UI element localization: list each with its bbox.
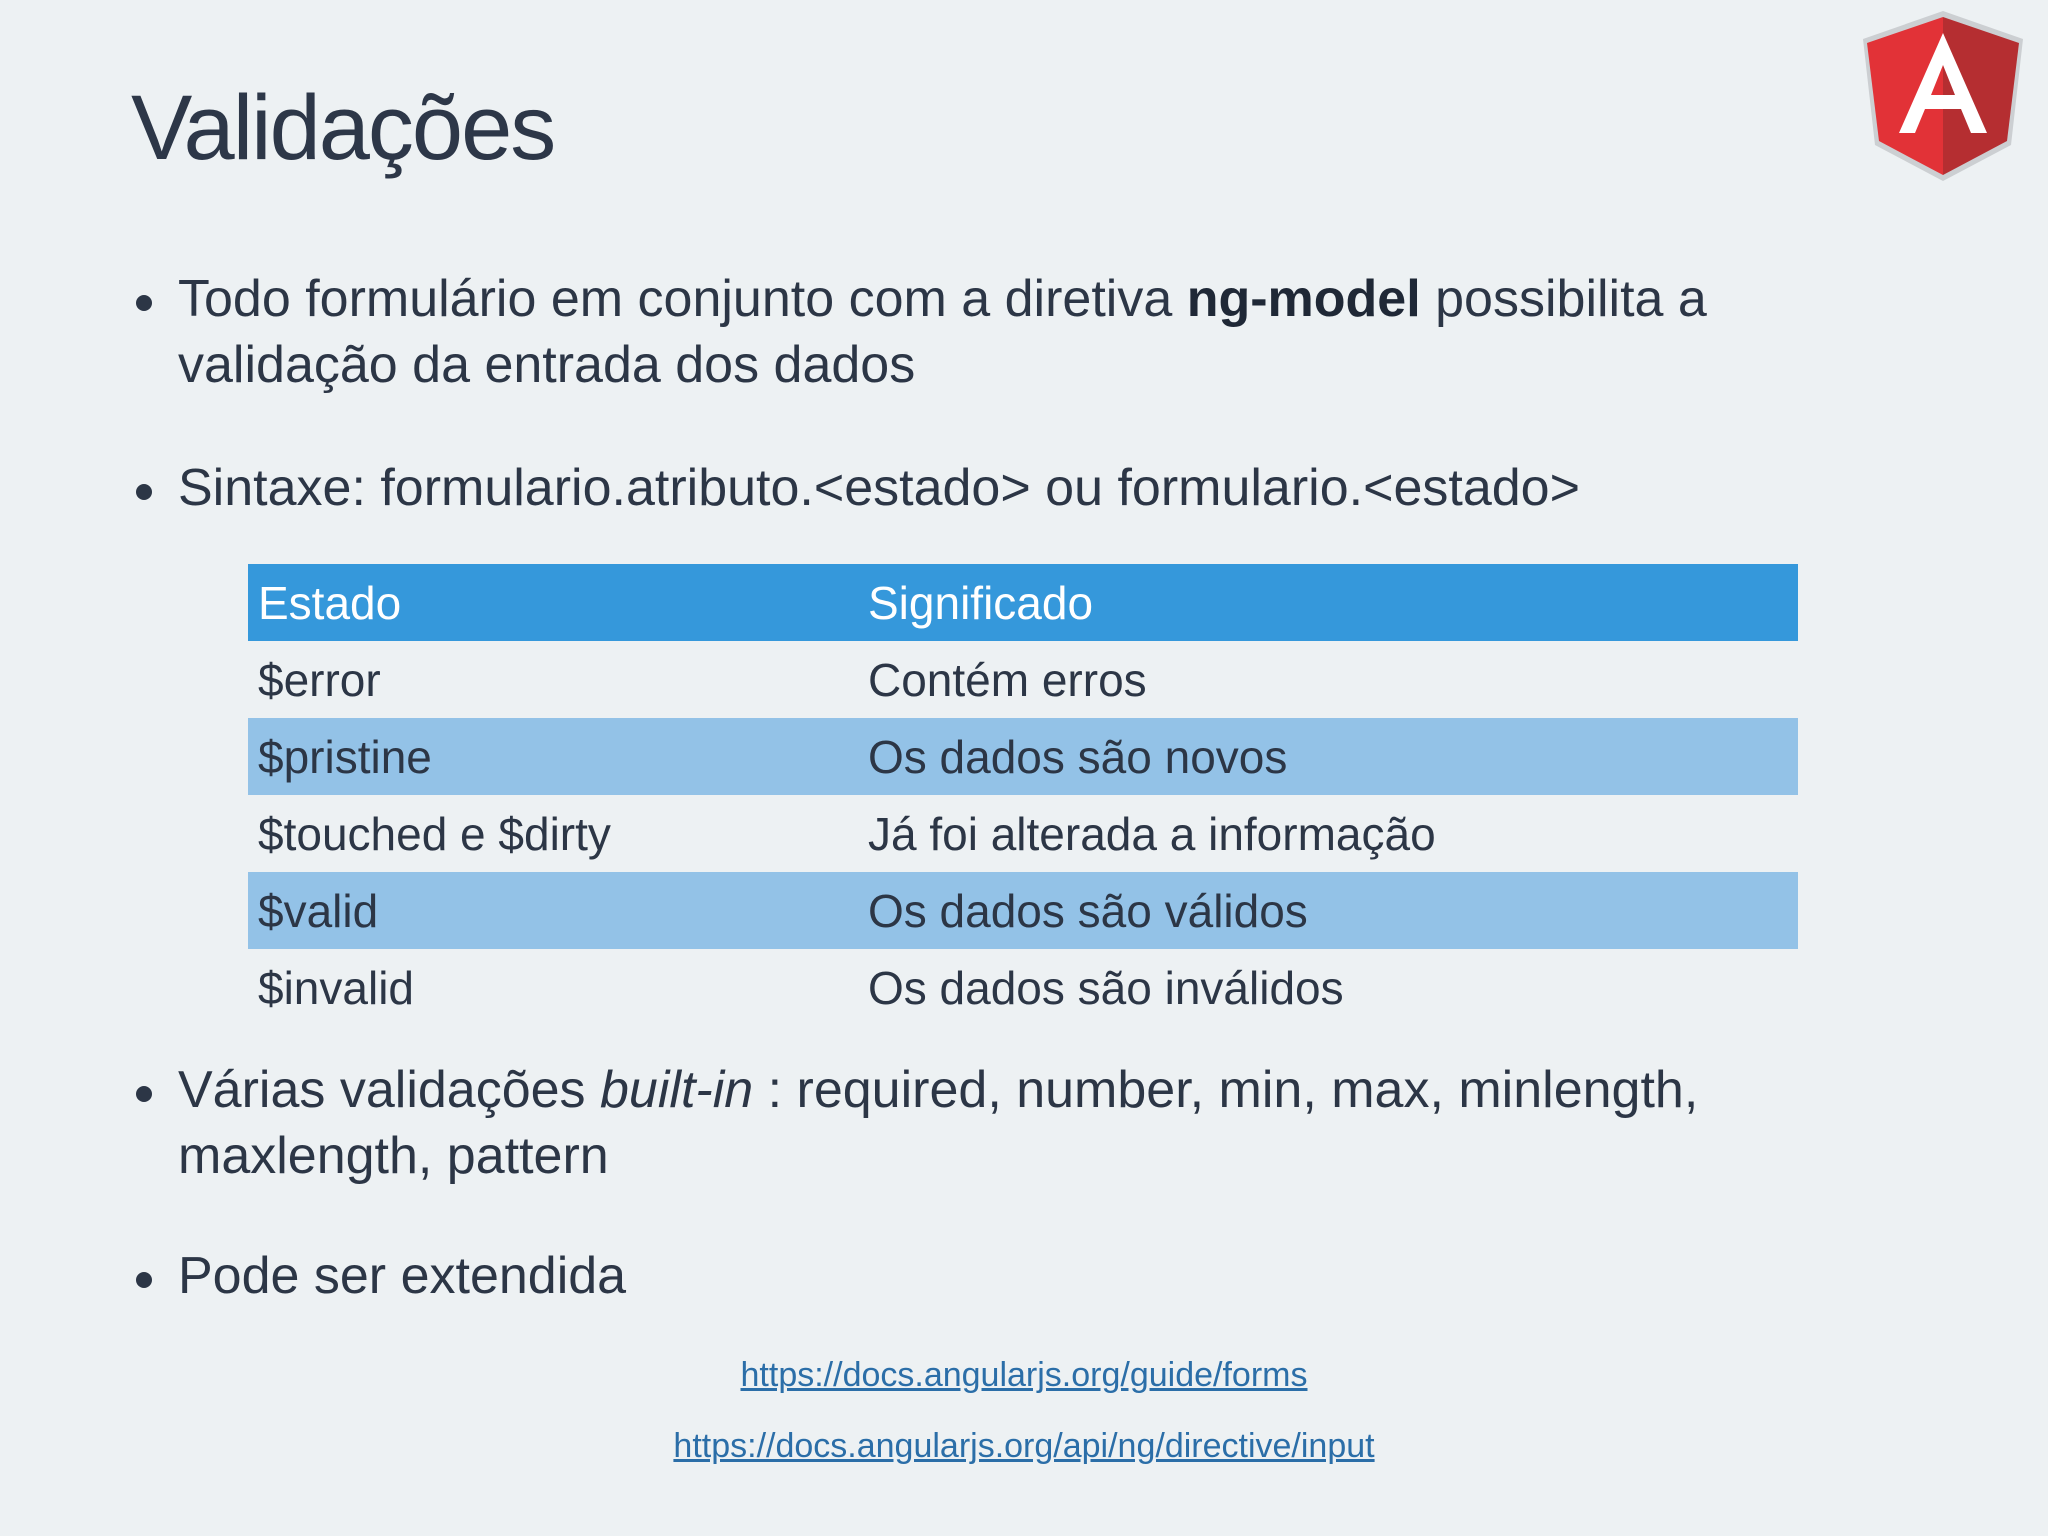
- meaning-cell: Os dados são novos: [858, 718, 1798, 795]
- state-cell: $valid: [248, 872, 858, 949]
- built-in-term: built-in: [600, 1061, 754, 1119]
- table-row: [248, 795, 1798, 872]
- link-row: [0, 1427, 2048, 1466]
- meaning-cell: Os dados são válidos: [858, 872, 1798, 949]
- bullet-dot: [136, 484, 152, 500]
- state-cell: $pristine: [248, 718, 858, 795]
- header-significado: Significado: [858, 564, 1798, 641]
- meaning-cell: Contém erros: [868, 653, 1147, 706]
- page-title: Validações: [131, 77, 555, 179]
- input-directive-link[interactable]: https://docs.angularjs.org/api/ng/directive/input: [673, 1427, 1375, 1465]
- bullet-dot: [136, 1086, 152, 1102]
- bullet-dot: [136, 295, 152, 311]
- bullet-text: Pode ser extendida: [178, 1247, 627, 1305]
- table-row: [248, 872, 1798, 949]
- meaning-cell: Os dados são inválidos: [868, 961, 1344, 1014]
- angular-logo-icon: [1858, 8, 2028, 182]
- state-cell: $touched e $dirty: [258, 807, 611, 860]
- bullet-text: Sintaxe: formulario.atributo.<estado> ou formulario.<estado>: [178, 459, 1580, 517]
- table-header-row: [248, 564, 1798, 641]
- bullet-dot: [136, 1272, 152, 1288]
- link-row: [0, 1356, 2048, 1395]
- table-row: [248, 718, 1798, 795]
- bullet-text: Várias validações built-in : required, number, min, max, minlength, maxlength, pattern: [178, 1061, 1699, 1185]
- forms-guide-link[interactable]: https://docs.angularjs.org/guide/forms: [740, 1356, 1308, 1394]
- header-estado: Estado: [248, 564, 858, 641]
- state-cell: $error: [258, 653, 381, 706]
- meaning-cell: Já foi alterada a informação: [868, 807, 1436, 860]
- states-table: [248, 564, 1798, 1026]
- table-row: [248, 949, 1798, 1026]
- bullet-text: Todo formulário em conjunto com a diretiva ng-model possibilita a validação da entrada dos dados: [178, 270, 1707, 394]
- ng-model-keyword: ng-model: [1186, 270, 1421, 328]
- table-row: [248, 641, 1798, 718]
- state-cell: $invalid: [258, 961, 414, 1014]
